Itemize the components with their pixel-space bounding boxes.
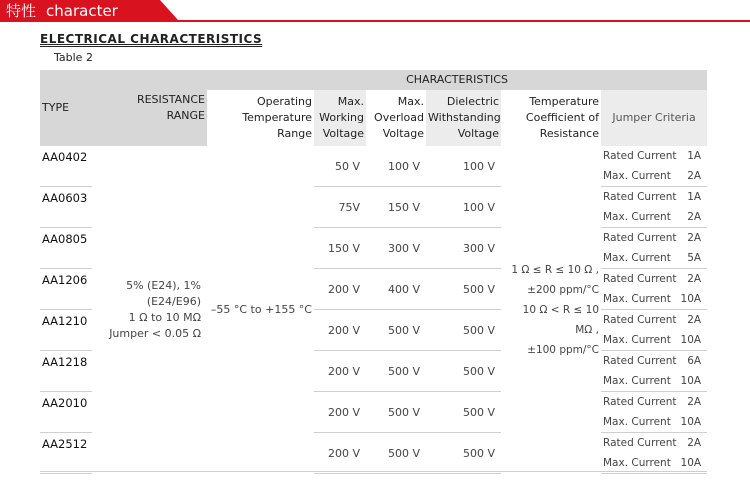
dielectric-voltage: 500 V [426, 269, 501, 310]
row-type: AA2010 [40, 392, 92, 433]
header-resistance-range-text: RESISTANCE RANGE [136, 93, 205, 122]
rated-current-label: Rated Current [603, 437, 677, 449]
max-current-value: 10A [671, 289, 707, 310]
dielectric-voltage: 300 V [426, 228, 501, 269]
max-working-voltage: 150 V [314, 228, 366, 269]
header-temp-coeff [501, 90, 601, 146]
table-body [40, 146, 707, 474]
tc-line3: 10 Ω < R ≤ 10 MΩ , [522, 303, 599, 336]
max-overload-voltage: 500 V [366, 392, 426, 433]
rated-current-value: 2A [687, 437, 702, 449]
max-current-label: Max. Current [601, 207, 671, 228]
max-overload-voltage: 150 V [366, 187, 426, 228]
max-current-label: Max. Current [601, 248, 671, 269]
rated-current-value: 1A [687, 191, 702, 203]
resistance-line2: 1 Ω to 10 MΩ [128, 310, 201, 324]
section-title: ELECTRICAL CHARACTERISTICS [40, 32, 263, 46]
max-working-voltage: 200 V [314, 269, 366, 310]
max-current-value: 2A [671, 207, 707, 228]
rated-current-value: 6A [687, 355, 702, 367]
header-dielectric: Dielectric Withstanding Voltage [426, 90, 501, 146]
row-type: AA2512 [40, 433, 92, 474]
max-working-voltage: 200 V [314, 310, 366, 351]
header-operating-temp: Operating Temperature Range [207, 90, 314, 146]
max-working-voltage: 200 V [314, 351, 366, 392]
max-current-value: 10A [671, 371, 707, 392]
max-current-label: Max. Current [601, 330, 671, 351]
characteristics-table [40, 70, 707, 474]
header-jumper-criteria: Jumper Criteria [601, 90, 707, 146]
row-type: AA0402 [40, 146, 92, 187]
row-type: AA1218 [40, 351, 92, 392]
max-current-label: Max. Current [601, 371, 671, 392]
banner-title-cn: 特性 [6, 2, 37, 20]
dielectric-voltage: 500 V [426, 310, 501, 351]
header-resistance-range [92, 70, 207, 146]
rated-current-value: 2A [687, 273, 702, 285]
rated-current-label: Rated Current [603, 191, 677, 203]
dielectric-voltage: 100 V [426, 146, 501, 187]
max-current-value: 10A [671, 330, 707, 351]
max-current-value: 10A [671, 412, 707, 433]
operating-temp-cell: –55 °C to +155 °C [210, 302, 312, 316]
max-overload-voltage: 500 V [366, 433, 426, 474]
row-type: AA1210 [40, 310, 92, 351]
header-type: TYPE [40, 70, 92, 146]
max-working-voltage: 200 V [314, 433, 366, 474]
tc-line2: ±200 ppm/°C [527, 283, 599, 296]
max-overload-voltage: 500 V [366, 310, 426, 351]
max-working-voltage: 50 V [314, 146, 366, 187]
max-overload-voltage: 400 V [366, 269, 426, 310]
banner-title [6, 1, 118, 21]
rated-current-value: 2A [687, 232, 702, 244]
header-max-working-text: Max. Working Voltage [319, 95, 364, 140]
row-type: AA1206 [40, 269, 92, 310]
resistance-line3: Jumper < 0.05 Ω [109, 326, 201, 340]
rated-current-label: Rated Current [603, 150, 677, 162]
row-type: AA0603 [40, 187, 92, 228]
max-current-label: Max. Current [601, 289, 671, 310]
table-label: Table 2 [54, 51, 93, 64]
rated-current-label: Rated Current [603, 273, 677, 285]
temp-coeff-cell [501, 146, 601, 474]
table-bottom-rule [40, 471, 707, 472]
rated-current-value: 2A [687, 314, 702, 326]
header-temp-coeff-text: Temperature Coefficient of Resistance [525, 95, 599, 140]
tc-line1: 1 Ω ≤ R ≤ 10 Ω , [511, 263, 599, 276]
max-current-label: Max. Current [601, 166, 671, 187]
tc-line4: ±100 ppm/°C [527, 343, 599, 356]
rated-current-value: 1A [687, 150, 702, 162]
row-type: AA0805 [40, 228, 92, 269]
header-characteristics: CHARACTERISTICS [207, 70, 707, 90]
max-overload-voltage: 300 V [366, 228, 426, 269]
max-working-voltage: 75V [314, 187, 366, 228]
header-max-overload: Max. Overload Voltage [366, 90, 426, 146]
max-overload-voltage: 100 V [366, 146, 426, 187]
max-current-label: Max. Current [601, 453, 671, 474]
banner-title-en: character [46, 2, 118, 20]
max-current-value: 5A [671, 248, 707, 269]
max-current-value: 10A [671, 453, 707, 474]
rated-current-label: Rated Current [603, 396, 677, 408]
rated-current-label: Rated Current [603, 355, 677, 367]
resistance-line1: 5% (E24), 1% (E24/E96) [126, 278, 201, 308]
max-current-value: 2A [671, 166, 707, 187]
dielectric-voltage: 100 V [426, 187, 501, 228]
rated-current-value: 2A [687, 396, 702, 408]
rated-current-label: Rated Current [603, 314, 677, 326]
resistance-range-cell [92, 146, 207, 474]
max-current-label: Max. Current [601, 412, 671, 433]
max-overload-voltage: 500 V [366, 351, 426, 392]
dielectric-voltage: 500 V [426, 433, 501, 474]
max-working-voltage: 200 V [314, 392, 366, 433]
dielectric-voltage: 500 V [426, 351, 501, 392]
banner [0, 0, 750, 22]
header-max-working [314, 90, 366, 146]
dielectric-voltage: 500 V [426, 392, 501, 433]
rated-current-label: Rated Current [603, 232, 677, 244]
table-row [40, 146, 707, 166]
